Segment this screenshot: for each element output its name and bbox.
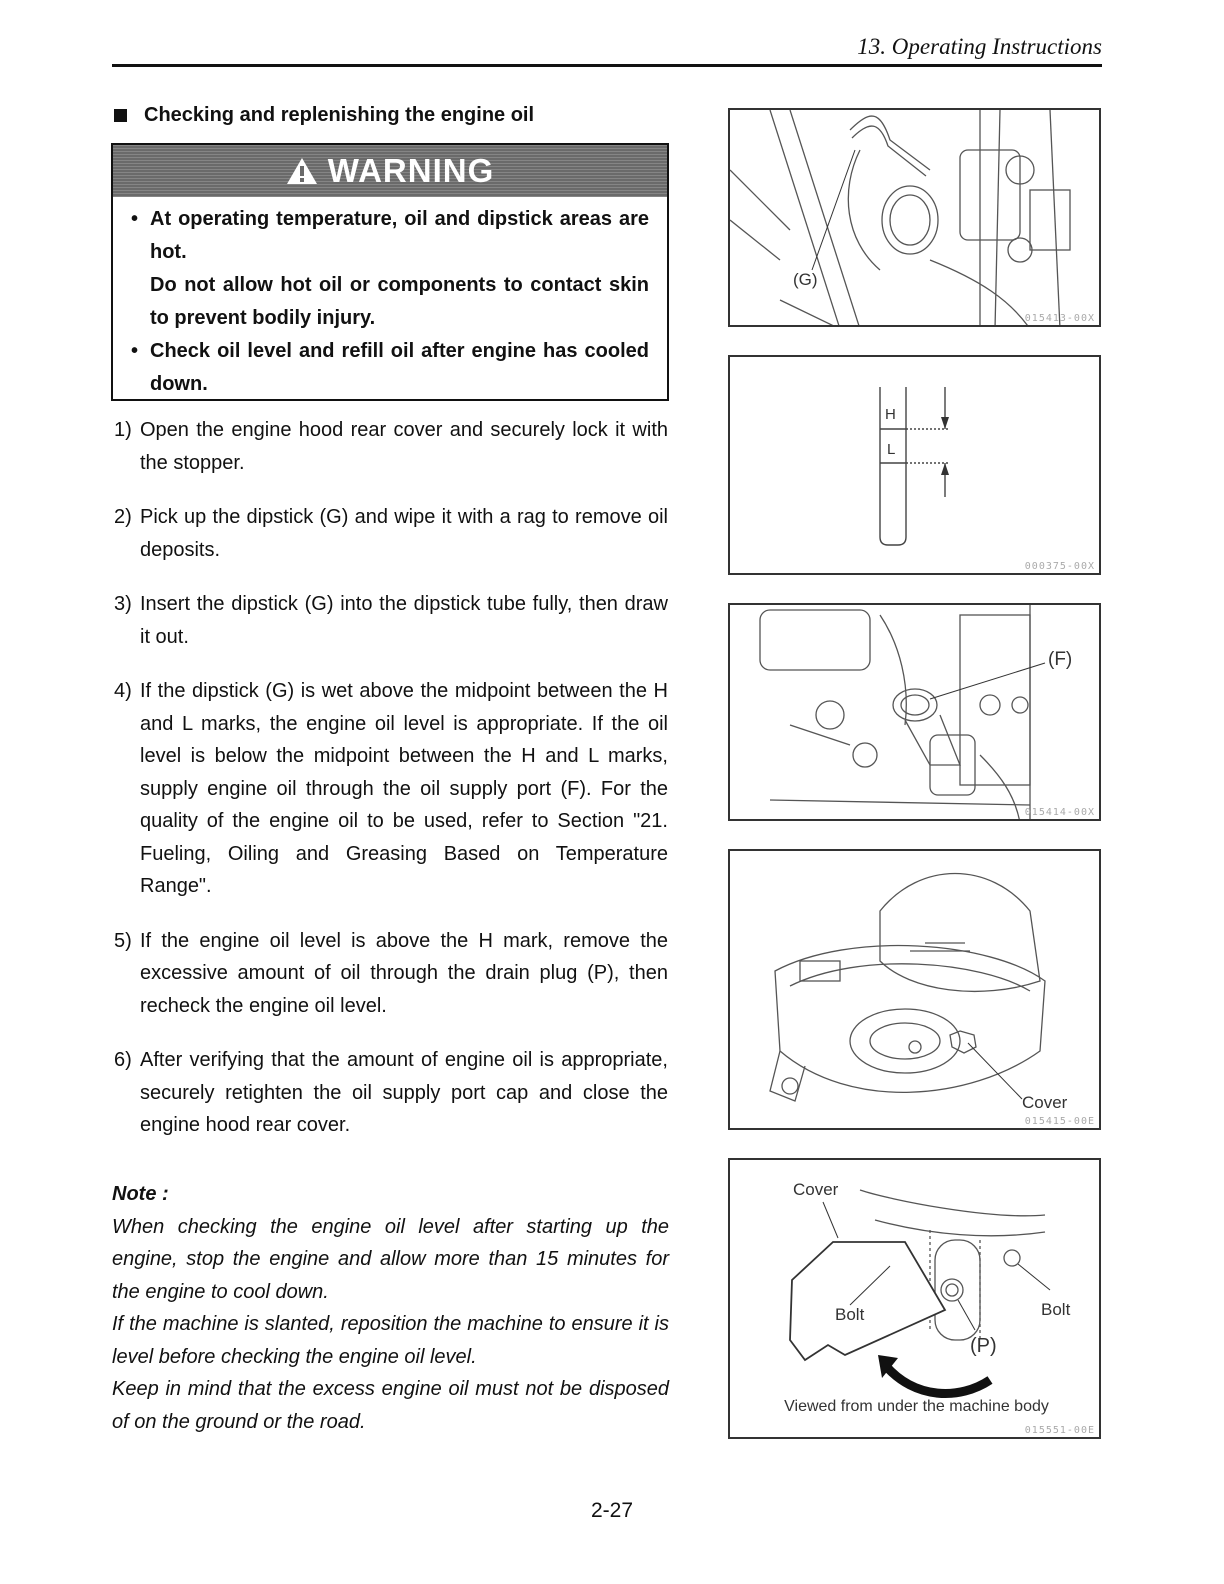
label-p: (P) bbox=[970, 1335, 997, 1357]
warning-title: WARNING bbox=[327, 152, 495, 189]
note-line: Keep in mind that the excess engine oil must not be disposed of on the ground or the road. bbox=[112, 1378, 669, 1433]
figure-oil-supply-port bbox=[728, 603, 1101, 821]
figure-dipstick-marks bbox=[728, 355, 1101, 575]
label-bolt-left: Bolt bbox=[835, 1305, 865, 1324]
step-item bbox=[114, 414, 668, 479]
label-cover: Cover bbox=[1022, 1093, 1068, 1112]
warning-item-text: • Check oil level and refill oil after engine has cooled down. bbox=[150, 340, 649, 395]
step-item bbox=[114, 588, 668, 653]
note-block bbox=[112, 1178, 669, 1438]
header-rule bbox=[112, 64, 1102, 67]
label-l: L bbox=[887, 441, 896, 458]
figure-code: 015413-00X bbox=[1024, 313, 1095, 324]
step-number: 3) bbox=[114, 593, 132, 615]
note-title: Note : bbox=[112, 1183, 169, 1205]
label-f: (F) bbox=[1048, 649, 1073, 670]
warning-item-text: Do not allow hot oil or components to contact skin to prevent bodily injury. bbox=[150, 274, 649, 329]
machine-underside-illustration bbox=[730, 851, 1101, 1130]
warning-triangle-icon bbox=[286, 157, 318, 185]
step-number: 6) bbox=[114, 1049, 132, 1071]
page-number: 2-27 bbox=[590, 1499, 634, 1522]
step-number: 2) bbox=[114, 506, 132, 528]
figure-code: 015551-00E bbox=[1024, 1425, 1095, 1436]
figure-code: 000375-00X bbox=[1024, 561, 1095, 572]
step-text: If the engine oil level is above the H mark, remove the excessive amount of oil through the drain plug (P), then recheck the engine oil level. bbox=[140, 929, 668, 1017]
page-header-title: 13. Operating Instructions bbox=[857, 34, 1102, 59]
figure-dipstick-location bbox=[728, 108, 1101, 327]
step-item bbox=[114, 925, 668, 1023]
square-bullet-icon bbox=[114, 109, 127, 122]
label-g: (G) bbox=[793, 270, 818, 289]
step-item bbox=[114, 501, 668, 566]
dipstick-hl-diagram bbox=[730, 357, 1101, 575]
figure-code: 015415-00E bbox=[1024, 1116, 1095, 1127]
warning-banner bbox=[113, 145, 667, 197]
instruction-steps bbox=[114, 414, 668, 1164]
section-heading bbox=[114, 104, 534, 127]
warning-item bbox=[131, 203, 649, 335]
step-text: Open the engine hood rear cover and securely lock it with the stopper. bbox=[140, 419, 668, 474]
step-number: 4) bbox=[114, 680, 132, 702]
note-line: If the machine is slanted, reposition the machine to ensure it is level before checking the engine oil level. bbox=[112, 1313, 669, 1368]
step-text: Pick up the dipstick (G) and wipe it with a rag to remove oil deposits. bbox=[140, 506, 668, 561]
step-item bbox=[114, 1044, 668, 1142]
warning-item-text: • At operating temperature, oil and dipstick areas are hot. bbox=[150, 208, 649, 263]
engine-dipstick-illustration bbox=[730, 110, 1101, 327]
figure-caption: Viewed from under the machine body bbox=[784, 1398, 1049, 1415]
figure-underside-cover bbox=[728, 849, 1101, 1130]
step-text: Insert the dipstick (G) into the dipstick tube fully, then draw it out. bbox=[140, 593, 668, 648]
figure-code: 015414-00X bbox=[1024, 807, 1095, 818]
step-number: 5) bbox=[114, 929, 132, 952]
warning-box bbox=[111, 143, 669, 401]
step-number: 1) bbox=[114, 419, 132, 441]
step-text: After verifying that the amount of engine oil is appropriate, securely retighten the oil supply port cap and close the engine hood rear cover. bbox=[140, 1049, 668, 1136]
oil-supply-port-illustration bbox=[730, 605, 1101, 821]
figure-drain-plug bbox=[728, 1158, 1101, 1439]
warning-item bbox=[131, 335, 649, 401]
label-bolt-right: Bolt bbox=[1041, 1300, 1071, 1319]
label-cover: Cover bbox=[793, 1180, 839, 1199]
note-line: When checking the engine oil level after starting up the engine, stop the engine and allow more than 15 minutes for the engine to cool down. bbox=[112, 1215, 669, 1303]
warning-list bbox=[113, 197, 667, 401]
step-item bbox=[114, 675, 668, 903]
section-heading-text: Checking and replenishing the engine oil bbox=[144, 104, 535, 126]
label-h: H bbox=[885, 406, 896, 423]
step-text: If the dipstick (G) is wet above the midpoint between the H and L marks, the engine oil level is appropriate. If the oil level is below the midpoint between the H and L marks, supply engine oil through the oil supply port (F). For the quality of the engine oil to be used, refer to Section "21. Fueling, Oiling and Greasing Based on Temperature Range". bbox=[140, 680, 668, 897]
